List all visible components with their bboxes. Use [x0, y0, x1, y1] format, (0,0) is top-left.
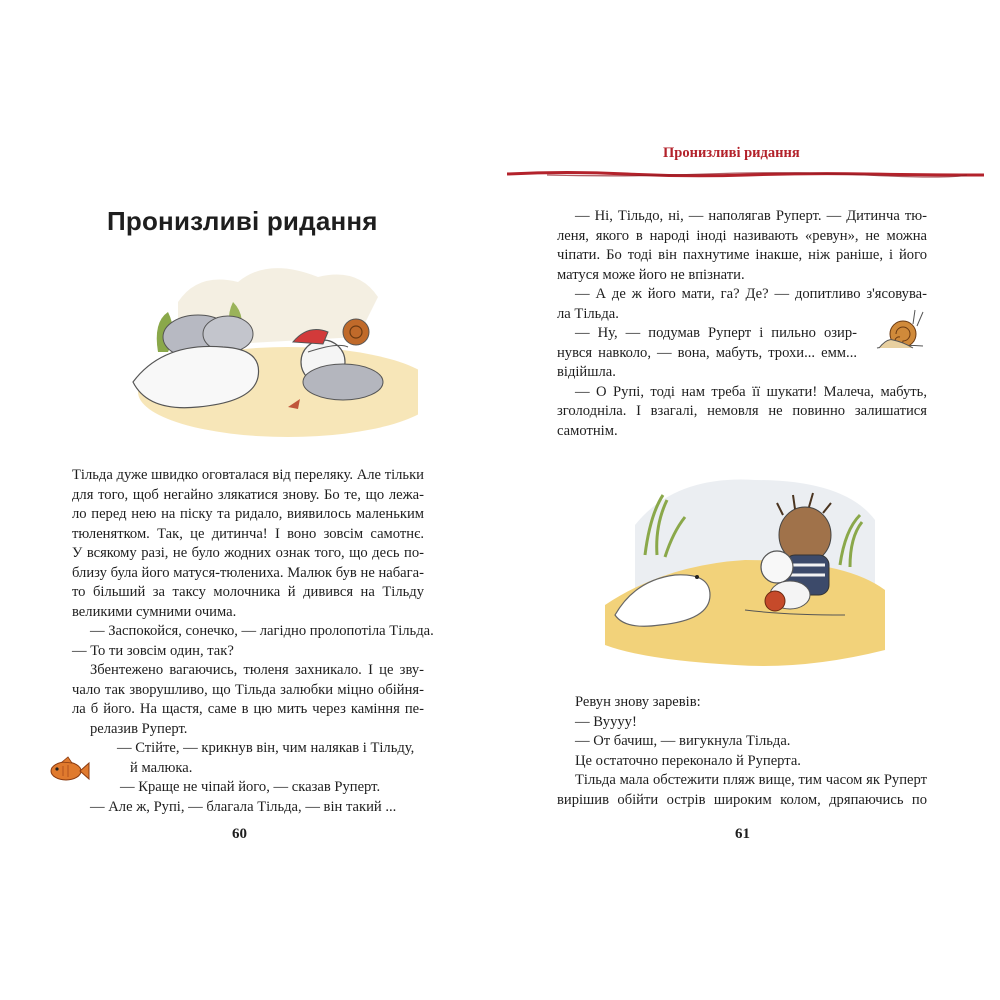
- text-line: чало так зворушливо, що Тільда залюбки міцно обійня-: [72, 681, 424, 698]
- text-line: й малюка.: [130, 759, 193, 776]
- text-line: ла б його. На щастя, саме в цю мить через каміння пе-: [72, 701, 424, 717]
- text-line: — Вуууу!: [575, 713, 637, 730]
- left-page-text: [72, 466, 434, 817]
- text-line: для того, щоб негайно злякатися знову. Бо те, що лежа-: [72, 486, 424, 503]
- text-line: відійшла.: [557, 364, 616, 380]
- text-line: матуся може його не впізнати.: [557, 266, 745, 283]
- text-line: зголодніла. І взагалі, немовля не повинно залишатися: [557, 403, 927, 419]
- text-line: Це остаточно переконало й Руперта.: [575, 752, 801, 769]
- text-line: — Краще не чіпай його, — сказав Руперт.: [120, 779, 381, 795]
- fish-illustration: [46, 756, 90, 786]
- text-line: ла Тільда.: [557, 305, 619, 322]
- text-line: У всякому разі, не було жодних ознак того, що десь по-: [72, 545, 424, 561]
- seal-pup-and-friends-illustration: [605, 455, 885, 670]
- text-line: Збентежено вагаючись, тюленя захникало. І це зву-: [90, 662, 424, 678]
- page-number: 60: [232, 826, 247, 842]
- text-line: леня, якого в народі іноді називають «ревун», не можна: [557, 227, 927, 244]
- right-page-text-bottom: [557, 693, 927, 810]
- text-line: релазив Руперт.: [90, 720, 188, 737]
- right-page-text-top: [557, 207, 927, 441]
- chapter-title: Пронизливі ридання: [107, 206, 378, 236]
- text-line: чіпати. Бо тоді він пахнутиме інакше, ніж раніше, і його: [557, 247, 927, 263]
- text-line: самотнім.: [557, 422, 618, 439]
- text-line: — О Рупі, тоді нам треба її шукати! Малеча, мабуть,: [575, 383, 927, 400]
- text-line: великими сумними очима.: [72, 603, 237, 620]
- text-line: — Але ж, Рупі, — благала Тільда, — він такий ...: [90, 798, 397, 815]
- text-line: — Ні, Тільдо, ні, — наполягав Руперт. — Дитинча тю-: [575, 208, 927, 224]
- text-line: Тільда мала обстежити пляж вище, тим часом як Руперт: [575, 772, 927, 788]
- snail-illustration: [873, 308, 929, 354]
- text-line: Тільда дуже швидко оговталася від переляку. Але тільки: [72, 467, 424, 483]
- text-line: вирішив обійти острів широким колом, дряпаючись по: [557, 791, 927, 808]
- text-line: — От бачиш, — вигукнула Тільда.: [575, 733, 791, 749]
- text-line: нувся навколо, — вона, мабуть, трохи... емм...: [557, 344, 857, 361]
- text-line: — Заспокойся, сонечко, — лагідно пролопотіла Тільда.: [90, 623, 434, 639]
- text-line: Ревун знову заревів:: [575, 694, 701, 710]
- text-line: — А де ж його мати, га? Де? — допитливо з'ясовува-: [575, 286, 927, 302]
- text-line: ло перед нею на піску та ридало, виявилось маленьким: [72, 506, 424, 522]
- text-line: близу була його матуся-тюлениха. Малюк був не набага-: [72, 564, 424, 581]
- page-number: 61: [735, 826, 750, 842]
- running-header: Пронизливі ридання: [663, 145, 800, 161]
- text-line: то більший за таксу молочника й дивився на Тільду: [72, 584, 424, 600]
- seal-and-mouse-illustration: [118, 262, 418, 442]
- text-line: — То ти зовсім один, так?: [72, 642, 234, 659]
- text-line: — Стійте, — крикнув він, чим налякав і Тільду,: [117, 740, 415, 756]
- header-rule: [507, 166, 984, 184]
- text-line: — Ну, — подумав Руперт і пильно озир-: [575, 325, 857, 341]
- text-line: тюленятком. Так, це дитинча! І воно зовсім самотнє.: [72, 525, 424, 542]
